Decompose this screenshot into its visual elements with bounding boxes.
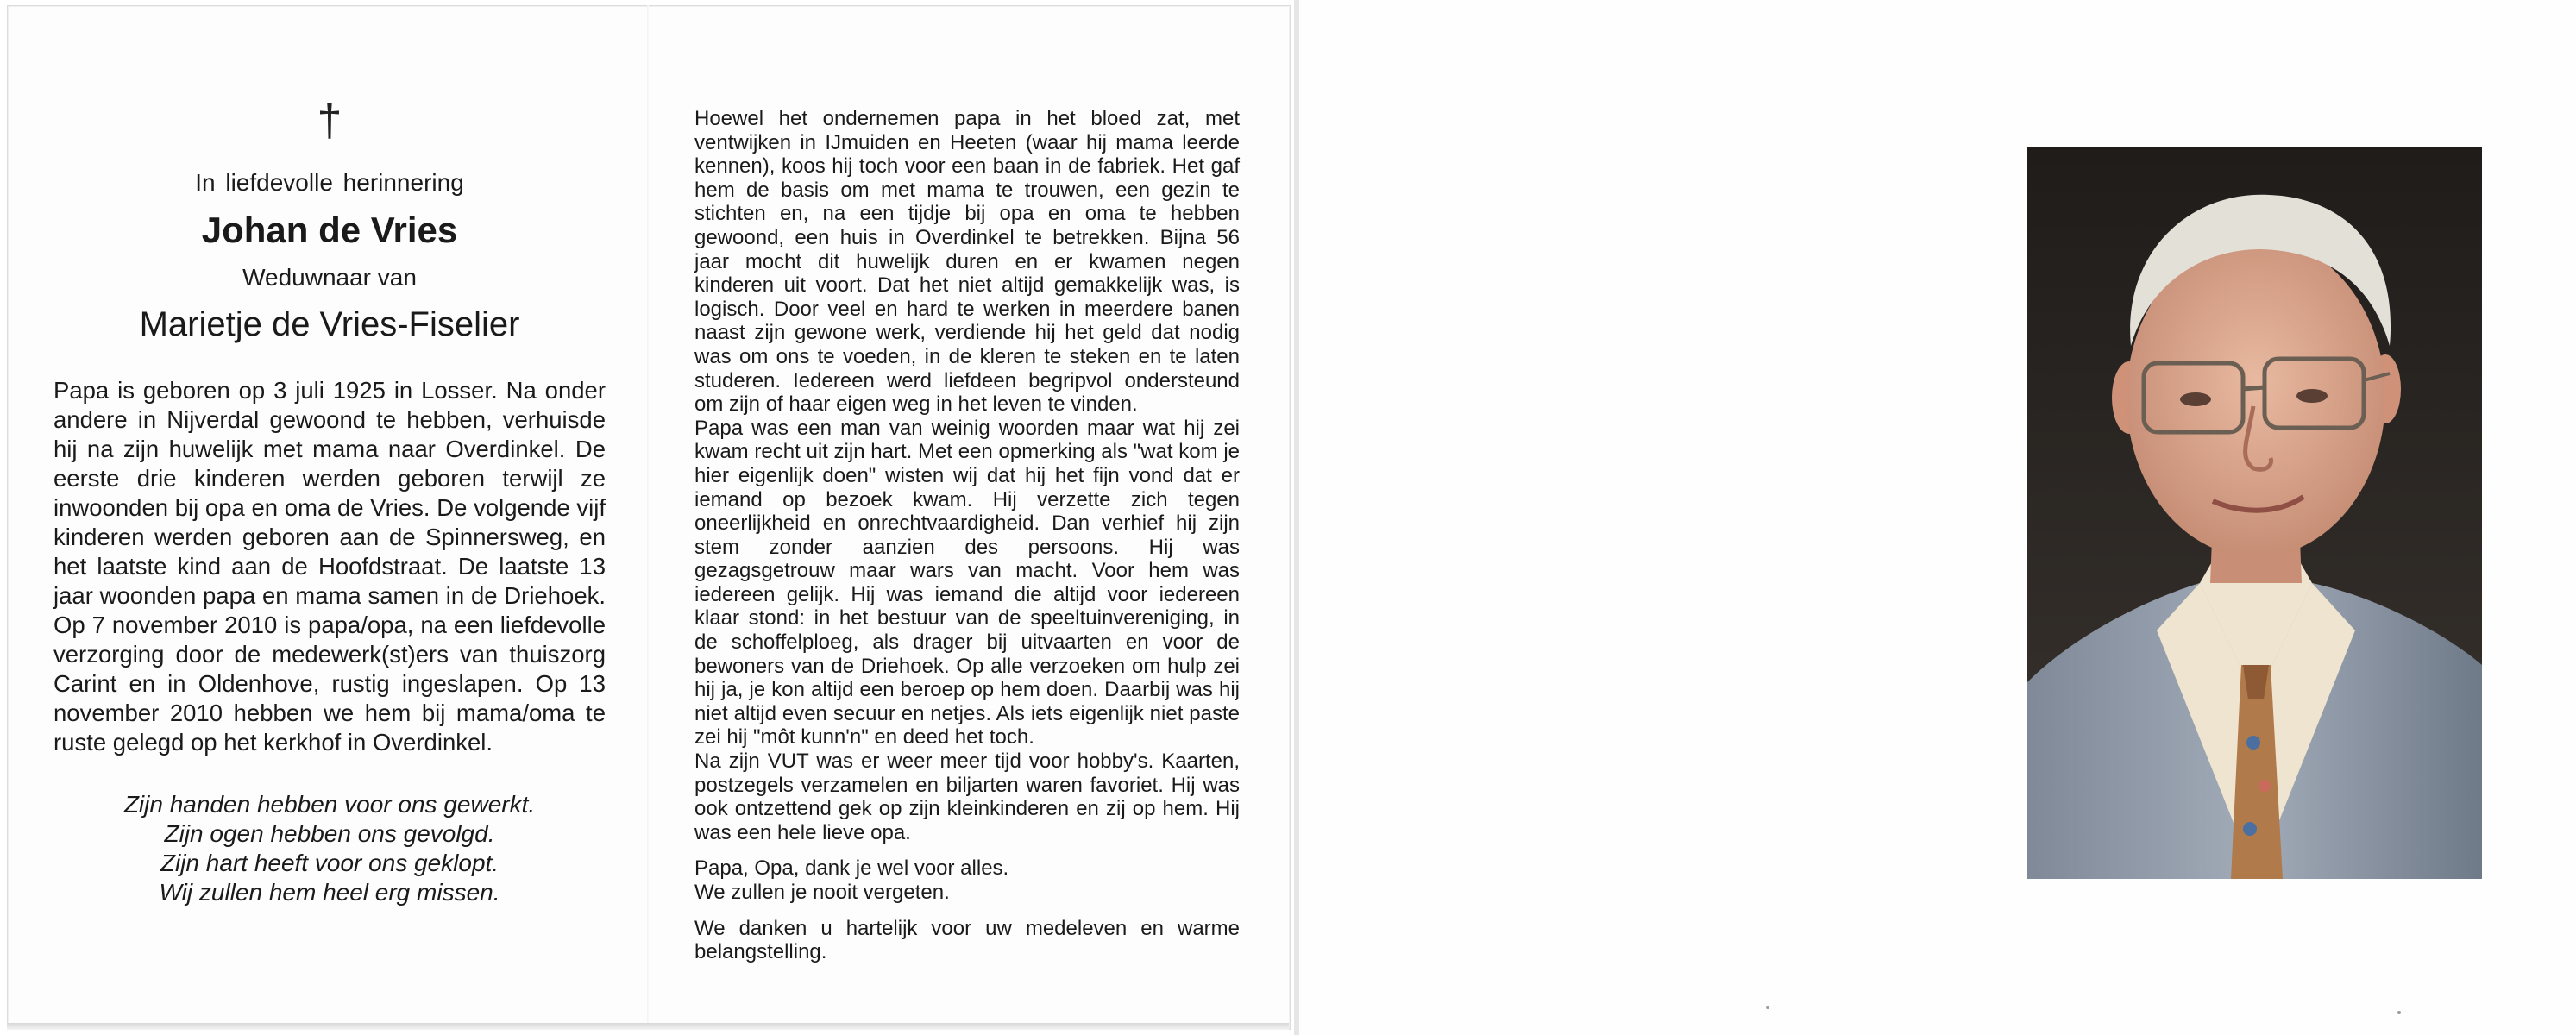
paragraph-retirement: Na zijn VUT was er weer meer tijd voor hobby's. Kaarten, postzegels verzamelen en biljarten waren favoriet. Hij was ook ontzettend gek op zijn kleinkinderen en zij op hem. Hij was een hele lieve opa.: [694, 750, 1240, 844]
portrait-photo: [2027, 147, 2482, 879]
deceased-name: Johan de Vries: [201, 210, 458, 250]
paragraph-career: Hoewel het ondernemen papa in het bloed zat, met ventwijken in IJmuiden en Heeten (waar hij mama leerde kennen), koos hij toch voor een baan in de fabriek. Het gaf hem de basis om met mama te trouwen, een gezin te stichten en, na een tijdje bij opa en oma te hebben gewoond, een huis in Overdinkel te betrekken. Bijna 56 jaar mocht dit huwelijk duren en er kwamen negen kinderen uit voort. Dat het niet altijd gemakkelijk was, is logisch. Door veel en hard te werken in meerdere banen naast zijn gewone werk, verdiende hij het geld dat nodig was om ons te voeden, in de kleren te steken en te laten studeren. Iedereen werd liefdeen begripvol ondersteund om zijn of haar eigen weg in het leven te vinden.: [694, 107, 1240, 417]
thanks-text: We danken u hartelijk voor uw medeleven en warme belangstelling.: [694, 916, 1240, 964]
paper-speck: [2397, 1011, 2401, 1014]
closing-line: We zullen je nooit vergeten.: [694, 881, 950, 904]
spouse-name: Marietje de Vries-Fiselier: [139, 305, 520, 343]
cross-icon: †: [317, 96, 342, 146]
intro-line: In liefdevolle herinnering: [195, 169, 464, 196]
portrait-illustration: [2027, 147, 2482, 879]
card-fold-line: [647, 5, 649, 1028]
biography-text: Papa is geboren op 3 juli 1925 in Losser. Na onder andere in Nijverdal gewoond te hebben, verhuisde hij na zijn huwelijk met mama naar Overdinkel. De eerste drie kinderen werden geboren terwijl ze inwoonden bij opa en oma de Vries. De volgende vijf kinderen werden geboren aan de Spinnersweg, en het laatste kind aan de Hoofdstraat. De laatste 13 jaar woonden papa en mama samen in de Driehoek. Op 7 november 2010 is papa/opa, na een liefdevolle verzorging door de medewerk(st)ers van thuiszorg Carint en in Oldenhove, rustig ingeslapen. Op 13 november 2010 hebben we hem bij mama/oma te ruste gelegd op het kerkhof in Overdinkel.: [53, 377, 606, 756]
poem-line: Zijn ogen hebben ons gevolgd.: [164, 820, 495, 847]
memorial-poem: [53, 790, 606, 907]
closing-line: Papa, Opa, dank je wel voor alles.: [694, 856, 1009, 881]
card-bottom-edge: [7, 1023, 1289, 1030]
poem-line: Wij zullen hem heel erg missen.: [159, 879, 500, 906]
poem-line: Zijn hart heeft voor ons geklopt.: [160, 850, 499, 876]
paper-speck: [1766, 1006, 1769, 1009]
left-text-column: [53, 95, 606, 907]
widow-label: Weduwnaar van: [242, 264, 417, 291]
right-text-column: [694, 107, 1240, 964]
poem-line: Zijn handen hebben voor ons gewerkt.: [123, 791, 536, 818]
paragraph-character: Papa was een man van weinig woorden maar wat hij zei kwam recht uit zijn hart. Met een opmerking als "wat kom je hier eigenlijk doen" wisten wij dat hij het fijn vond dat er iemand op bezoek kwam. Hij verzette zich tegen oneerlijkheid en onrechtvaardigheid. Dan verhief hij zijn stem zonder aanzien des persoons. Hij was gezagsgetrouw maar wars van macht. Voor hem was iedereen gelijk. Hij was iemand die altijd voor iedereen klaar stond: in het bestuur van de speeltuinvereniging, in de schoffelploeg, als drager bij uitvaarten en voor de bewoners van de Driehoek. Op alle verzoeken om hulp zei hij ja, je kon altijd een beroep op hem doen. Daarbij was hij niet altijd even secuur en netjes. Als iets eigenlijk niet paste zei hij "môt kunn'n" en deed het toch.: [694, 416, 1240, 750]
